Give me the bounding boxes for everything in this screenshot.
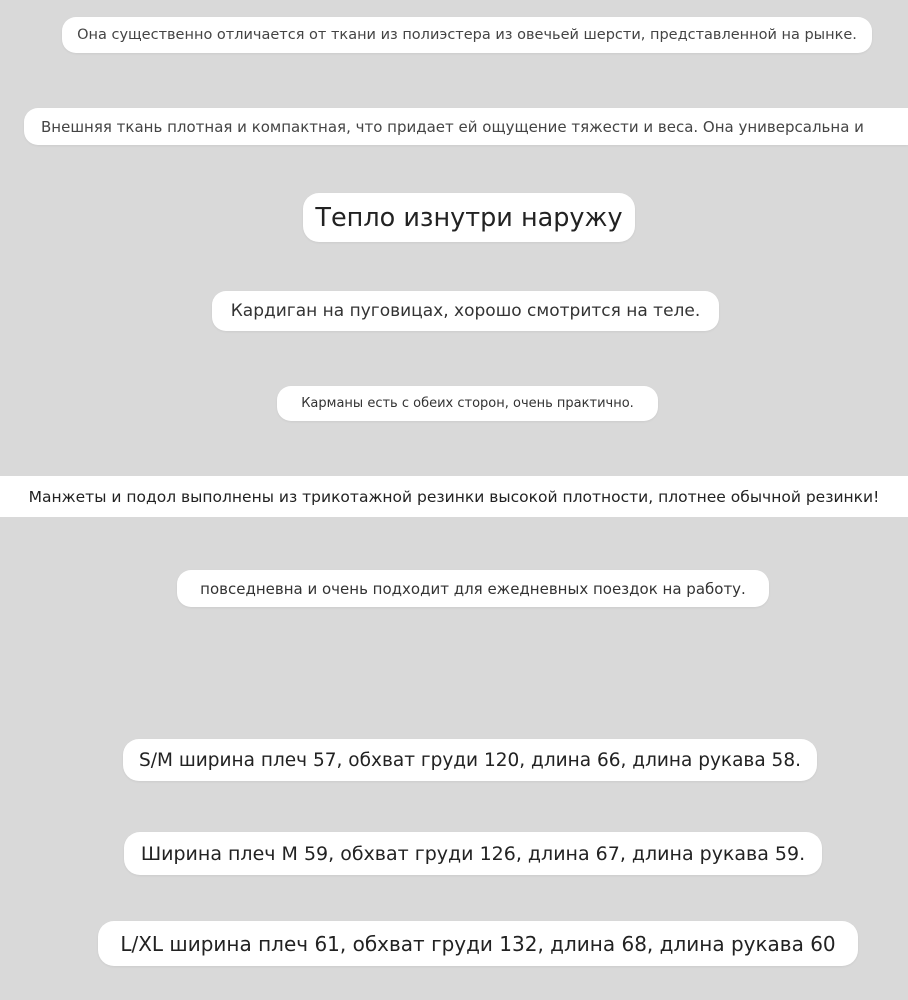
caption-fabric-difference <box>62 17 872 53</box>
caption-text: повседневна и очень подходит для ежедневных поездок на работу. <box>200 579 746 598</box>
size-text: S/M ширина плеч 57, обхват груди 120, длина 66, длина рукава 58. <box>139 749 801 771</box>
size-row-lxl <box>98 921 858 966</box>
caption-text: Карманы есть с обеих сторон, очень практично. <box>301 396 634 411</box>
heading-text: Тепло изнутри наружу <box>315 202 623 233</box>
size-text: L/XL ширина плеч 61, обхват груди 132, длина 68, длина рукава 60 <box>120 931 836 956</box>
caption-cuffs <box>0 476 908 517</box>
caption-outer-fabric <box>24 108 908 145</box>
size-text: Ширина плеч M 59, обхват груди 126, длина 67, длина рукава 59. <box>140 842 806 865</box>
heading-warmth <box>303 193 635 242</box>
caption-text: Манжеты и подол выполнены из трикотажной резинки высокой плотности, плотнее обычной резинки! <box>28 487 880 506</box>
caption-text: Она существенно отличается от ткани из полиэстера из овечьей шерсти, представленной на рынке. <box>77 27 857 43</box>
caption-buttons <box>212 291 719 331</box>
caption-everyday <box>177 570 769 607</box>
size-row-sm <box>123 739 817 781</box>
caption-text: Внешняя ткань плотная и компактная, что придает ей ощущение тяжести и веса. Она универсальна и <box>41 117 864 136</box>
caption-text: Кардиган на пуговицах, хорошо смотрится на теле. <box>230 301 701 321</box>
size-row-m <box>124 832 822 875</box>
caption-pockets <box>277 386 658 421</box>
